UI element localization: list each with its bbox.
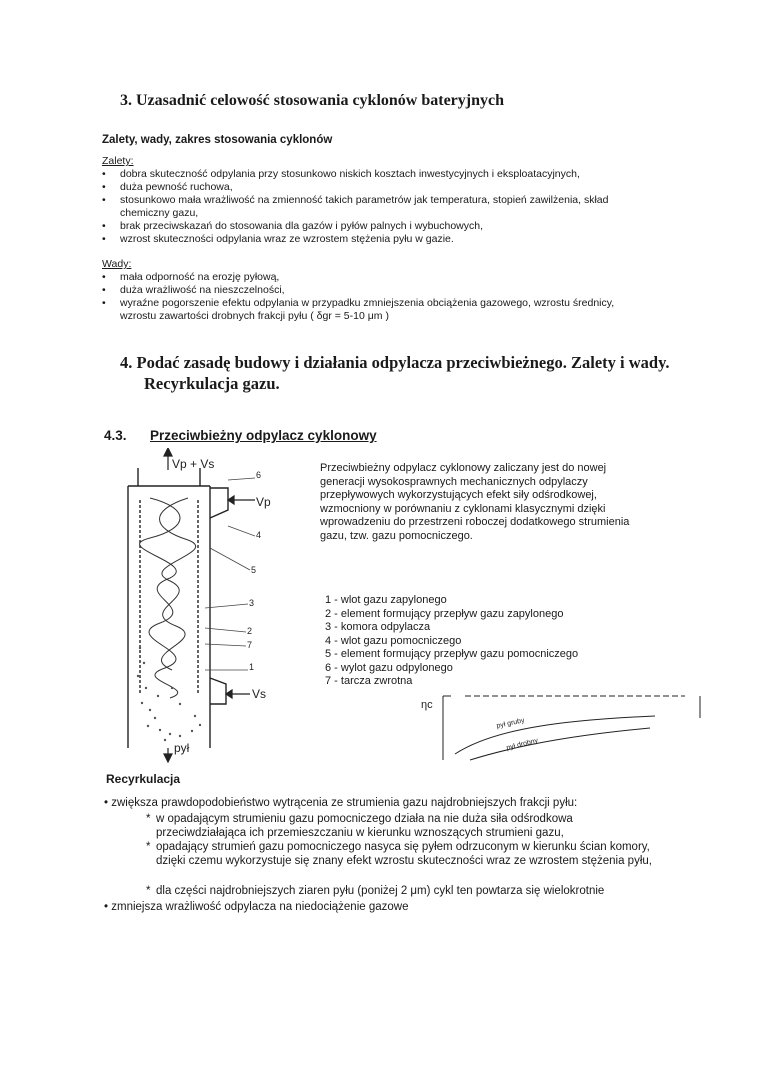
graph-y-label: ηc bbox=[421, 699, 433, 711]
label-dust: pył bbox=[174, 741, 190, 755]
recycling-item-1-text: zwiększa prawdopodobieństwo wytrącenia ze strumienia gazu najdrobniejszych frakcji pyłu: bbox=[111, 797, 578, 809]
label-num-3: 3 bbox=[249, 598, 255, 608]
recycling-sub-3-text: dla części najdrobniejszych ziaren pyłu (poniżej 2 μm) cykl ten powtarza się wielokrotnie bbox=[156, 885, 605, 897]
cons-list bbox=[102, 271, 632, 323]
legend-item: 6 - wylot gazu odpylonego bbox=[325, 661, 453, 674]
pros-list bbox=[102, 168, 642, 246]
section-number: 4.3. bbox=[104, 428, 127, 443]
label-num-1: 1 bbox=[249, 662, 255, 672]
list-item: • wzrost skuteczności odpylania wraz ze wzrostem stężenia pyłu w gazie. bbox=[102, 233, 642, 246]
label-vp-vs: Vp + Vs bbox=[172, 457, 215, 471]
recycling-heading: Recyrkulacja bbox=[106, 772, 181, 786]
legend-item: 3 - komora odpylacza bbox=[325, 621, 431, 633]
swirl-lines bbox=[140, 498, 196, 698]
recycling-item-2-text: zmniejsza wrażliwość odpylacza na niedociążenie gazowe bbox=[111, 901, 409, 913]
label-num-4: 4 bbox=[256, 530, 262, 540]
curve-coarse bbox=[455, 716, 655, 754]
legend-item: 5 - element formujący przepływ gazu pomocniczego bbox=[325, 648, 579, 660]
list-item: • brak przeciwskazań do stosowania dla gazów i pyłów palnych i wybuchowych, bbox=[102, 220, 642, 233]
section-title: Przeciwbieżny odpylacz cyklonowy bbox=[150, 428, 377, 443]
bullet-icon: • bbox=[104, 797, 109, 809]
legend-item: 7 - tarcza zwrotna bbox=[325, 675, 413, 687]
label-num-6: 6 bbox=[256, 470, 262, 480]
label-num-7: 7 bbox=[247, 640, 253, 650]
dust-arrowhead bbox=[164, 754, 172, 762]
cyclone-diagram bbox=[110, 448, 310, 768]
curve-fine bbox=[470, 728, 650, 760]
vs-arrowhead bbox=[226, 690, 232, 698]
leader-2 bbox=[205, 628, 246, 632]
list-item: • wyraźne pogorszenie efektu odpylania w przypadku zmniejszenia obciążenia gazowego, wzrostu średnicy, wzrostu zawartości drobnych frakcji pyłu ( δgr = 5-10 μm ) bbox=[102, 297, 632, 323]
dusty-inlet-box bbox=[210, 678, 226, 704]
outlet-arrowhead bbox=[164, 448, 172, 456]
cyclones-heading: Zalety, wady, zakres stosowania cyklonów bbox=[102, 134, 333, 146]
recycling-item-2 bbox=[104, 900, 704, 914]
legend-item: 1 - wlot gazu zapylonego bbox=[325, 594, 447, 606]
legend-item: 2 - element formujący przepływ gazu zapylonego bbox=[325, 607, 564, 620]
list-item: • stosunkowo mała wrażliwość na zmienność takich parametrów jak temperatura, stopień zawilżenia, skład chemiczny gazu, bbox=[102, 194, 642, 220]
list-item: • dobra skuteczność odpylania przy stosunkowo niskich kosztach inwestycyjnych i eksploatacyjnych, bbox=[102, 168, 642, 181]
recycling-sub-2-text: opadający strumień gazu pomocniczego nasyca się pyłem odrzuconym w kierunku ścian komory, dzięki czemu wykorzystuje się znany efekt wzrostu skuteczności wraz ze wzrostem stężenia pyłu, bbox=[156, 841, 652, 867]
asterisk-icon: * bbox=[146, 813, 151, 825]
recycling-sub-3 bbox=[146, 884, 676, 898]
label-num-2: 2 bbox=[247, 626, 253, 636]
recycling-sub-2 bbox=[146, 840, 672, 868]
list-item: • duża pewność ruchowa, bbox=[102, 181, 642, 194]
question-4-title-line1: 4. Podać zasadę budowy i działania odpylacza przeciwbieżnego. Zalety i wady. bbox=[120, 353, 670, 372]
question-4-title-line2: Recyrkulacja gazu. bbox=[144, 374, 280, 393]
asterisk-icon: * bbox=[146, 885, 151, 897]
asterisk-icon: * bbox=[146, 841, 151, 853]
leader-3 bbox=[205, 604, 248, 608]
dust-particles bbox=[137, 647, 201, 741]
question-3-title: 3. Uzasadnić celowość stosowania cyklonów bateryjnych bbox=[120, 92, 504, 109]
question-4-title bbox=[120, 352, 720, 394]
curve-fine-label: pył drobny bbox=[505, 737, 539, 752]
pros-label: Zalety: bbox=[102, 155, 134, 167]
label-vp: Vp bbox=[256, 495, 271, 509]
bullet-icon: • bbox=[104, 901, 109, 913]
label-vs: Vs bbox=[252, 687, 267, 701]
description-text: Przeciwbieżny odpylacz cyklonowy zaliczany jest do nowej generacji wysokosprawnych mechanicznych odpylaczy przepływowych wykorzystujących efekt siły odśrodkowej, wzmocniony w porównaniu z cyklonami klasycznymi dzięki wprowadzeniu do przestrzeni roboczej dodatkowego strumienia gazu, tzw. gazu pomocniczego. bbox=[320, 462, 630, 542]
recycling-sub-1 bbox=[146, 812, 656, 840]
list-item: • mała odporność na erozję pyłową, bbox=[102, 271, 632, 284]
vp-arrowhead bbox=[228, 496, 234, 504]
legend bbox=[325, 594, 645, 689]
leader-5 bbox=[210, 548, 250, 570]
recycling-item-1 bbox=[104, 796, 704, 810]
aux-inlet-box bbox=[210, 488, 228, 518]
leader-4 bbox=[228, 526, 255, 536]
cons-label: Wady: bbox=[102, 258, 132, 270]
curve-coarse-label: pył gruby bbox=[495, 717, 526, 730]
efficiency-graph bbox=[415, 688, 715, 768]
list-item: • duża wrażliwość na nieszczelności, bbox=[102, 284, 632, 297]
recycling-sub-1-text: w opadającym strumieniu gazu pomocniczego działa na nie duża siła odśrodkowa przeciwdziałająca ich przemieszczaniu w kierunku wznoszących strumieni gazu, bbox=[156, 813, 573, 839]
label-num-5: 5 bbox=[251, 565, 257, 575]
legend-item: 4 - wlot gazu pomocniczego bbox=[325, 634, 462, 647]
leader-7 bbox=[205, 644, 246, 646]
leader-6 bbox=[228, 478, 255, 480]
